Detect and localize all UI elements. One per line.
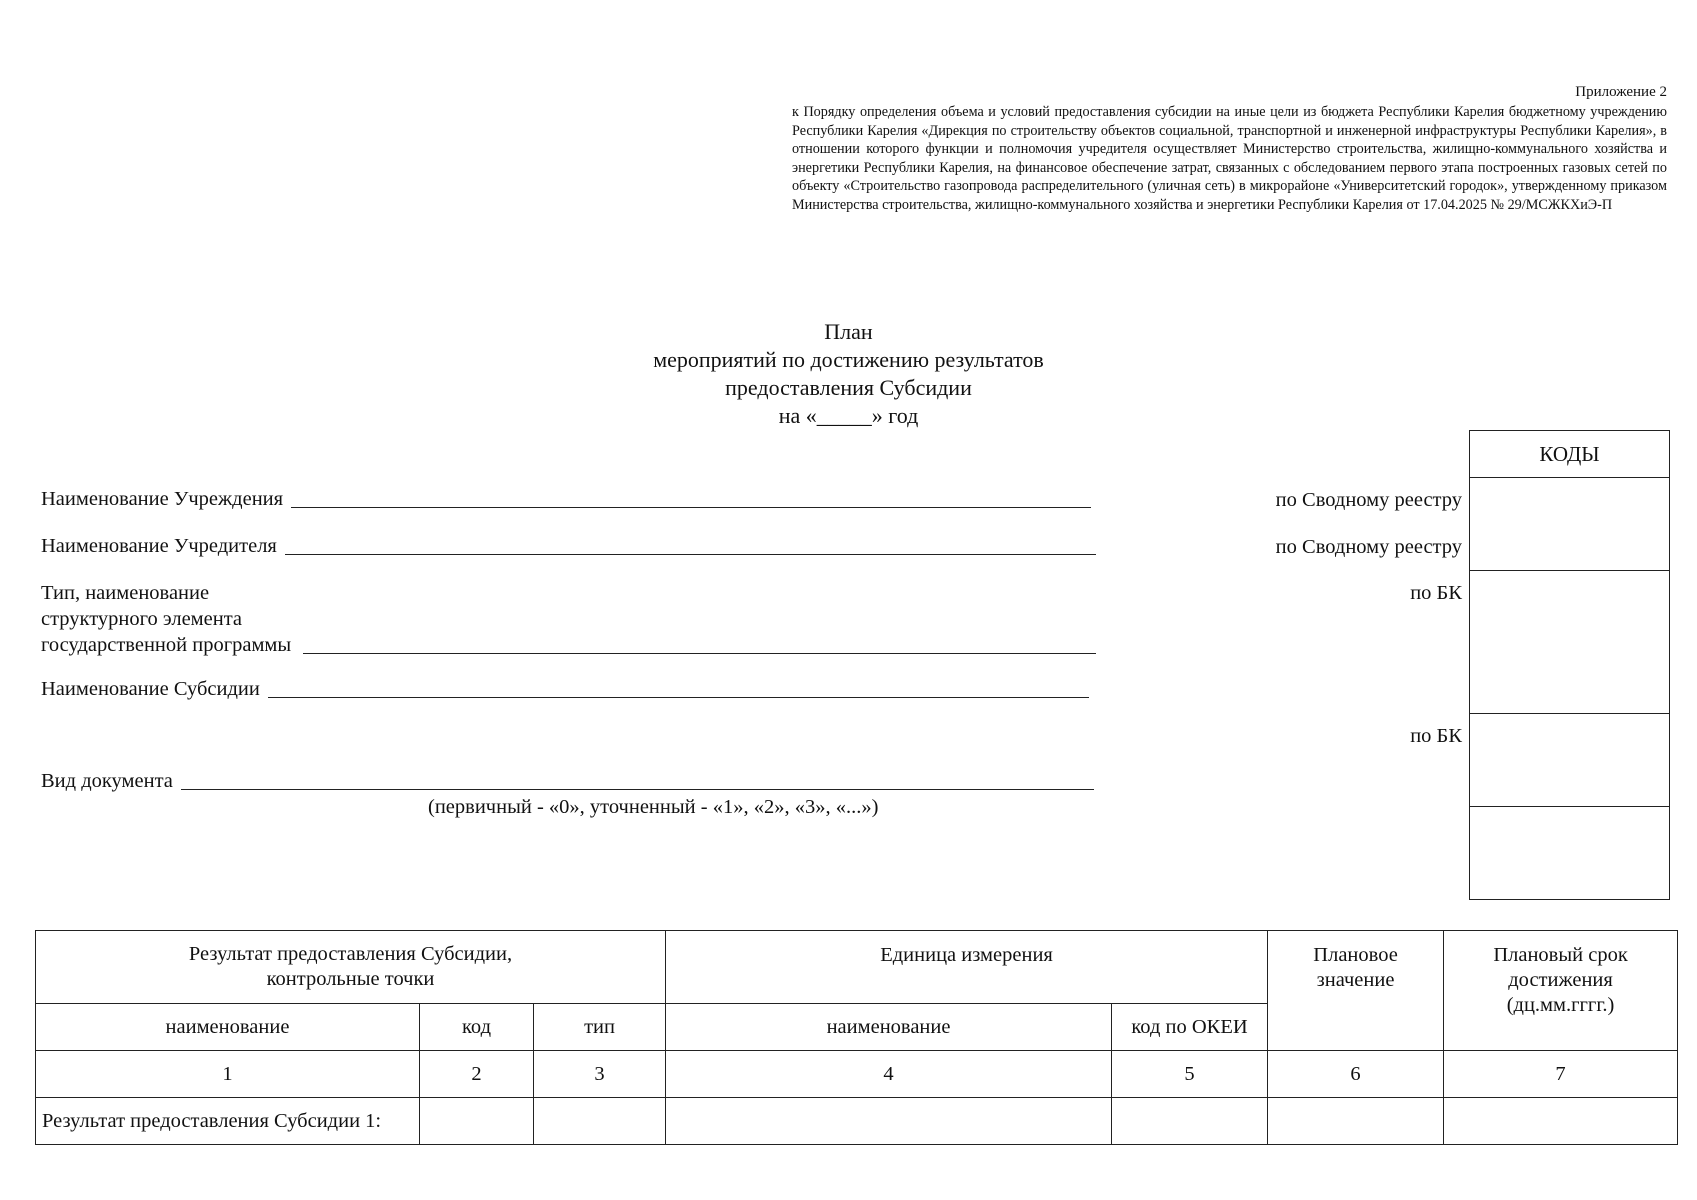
title-line-1: План	[824, 319, 873, 344]
row1-plan-value-cell[interactable]	[1268, 1098, 1444, 1145]
program-label-line-2: структурного элемента	[41, 608, 243, 630]
row1-unit-name-cell[interactable]	[666, 1098, 1112, 1145]
appendix-text: к Порядку определения объема и условий предоставления субсидии на иные цели из бюджета Республики Карелия бюджетному учреждению Республики Карелия «Дирекция по строительству объектов социальной, транспортной и инженерной инфраструктуры Республики Карелия», в отношении которого функции и полномочия учредителя осуществляет Министерство строительства, жилищно-коммунального хозяйства и энергетики Республики Карелия, на финансовое обеспечение затрат, связанных с обследованием первого этапа построенных газовых сетей по объекту «Строительство газопровода распределительного (уличная сеть) в микрорайоне «Университетский городок», утвержденному приказом Министерства строительства, жилищно-коммунального хозяйства и энергетики Республики Карелия от 17.04.2025 № 29/МСЖКХиЭ-П	[792, 104, 1667, 213]
results-table	[35, 930, 1678, 1145]
plan-date-header-cell	[1444, 931, 1678, 1051]
plan-value-line-1: Плановое	[1313, 944, 1398, 966]
program-label	[41, 580, 291, 658]
institution-label: Наименование Учреждения	[41, 488, 284, 510]
founder-label: Наименование Учредителя	[41, 535, 277, 557]
plan-value-header-cell	[1268, 931, 1444, 1051]
table-row	[36, 1098, 1678, 1145]
code-cell-registry-2[interactable]	[1470, 571, 1669, 714]
col-number-3: 3	[534, 1051, 666, 1098]
doc-type-hint: (первичный - «0», уточненный - «1», «2», «3», «...»)	[428, 796, 879, 818]
code-label-bk-1: по БК	[1410, 582, 1462, 604]
subsidy-input-line[interactable]	[268, 696, 1089, 698]
doc-type-field	[41, 768, 1094, 794]
program-label-line-3: государственной программы	[41, 634, 292, 656]
table-header-row	[36, 931, 1678, 1004]
result-header-cell	[36, 931, 666, 1004]
founder-input-line[interactable]	[285, 553, 1096, 555]
row1-type-cell[interactable]	[534, 1098, 666, 1145]
sub-okei-cell: код по ОКЕИ	[1112, 1004, 1268, 1051]
sub-code-cell: код	[420, 1004, 534, 1051]
code-label-registry-1: по Сводному реестру	[1275, 489, 1462, 511]
sub-type-cell: тип	[534, 1004, 666, 1051]
sub-unit-name-cell: наименование	[666, 1004, 1112, 1051]
founder-field	[41, 533, 1096, 559]
institution-input-line[interactable]	[291, 506, 1091, 508]
title-line-4: на «_____» год	[778, 403, 919, 428]
doc-type-label: Вид документа	[41, 770, 173, 792]
sub-name-cell: наименование	[36, 1004, 420, 1051]
col-number-1: 1	[36, 1051, 420, 1098]
result-header-line-1: Результат предоставления Субсидии,	[188, 943, 513, 965]
col-number-6: 6	[1268, 1051, 1444, 1098]
code-label-registry-2: по Сводному реестру	[1275, 536, 1462, 558]
doc-type-input-line[interactable]	[181, 788, 1094, 790]
col-number-7: 7	[1444, 1051, 1678, 1098]
program-field	[41, 580, 1096, 658]
plan-date-line-1: Плановый срок	[1493, 944, 1628, 966]
code-cell-bk-2[interactable]	[1470, 807, 1669, 900]
code-cell-registry-1[interactable]	[1470, 478, 1669, 571]
title-line-3: предоставления Субсидии	[725, 375, 972, 400]
plan-date-line-3: (дц.мм.гггг.)	[1506, 994, 1615, 1016]
program-label-line-1: Тип, наименование	[41, 582, 210, 604]
subsidy-field	[41, 676, 1089, 702]
code-label-bk-2: по БК	[1410, 725, 1462, 747]
plan-value-line-2: значение	[1316, 969, 1395, 991]
appendix-label: Приложение 2	[1575, 84, 1667, 100]
program-input-line[interactable]	[303, 652, 1096, 654]
row1-code-cell[interactable]	[420, 1098, 534, 1145]
result-header-line-2: контрольные точки	[266, 968, 435, 990]
row1-okei-cell[interactable]	[1112, 1098, 1268, 1145]
column-number-row	[36, 1051, 1678, 1098]
col-number-2: 2	[420, 1051, 534, 1098]
unit-header: Единица измерения	[880, 944, 1053, 966]
codes-box	[1469, 430, 1670, 900]
row1-label-cell: Результат предоставления Субсидии 1:	[36, 1098, 420, 1145]
plan-date-line-2: достижения	[1508, 969, 1613, 991]
row1-plan-date-cell[interactable]	[1444, 1098, 1678, 1145]
institution-field	[41, 486, 1091, 512]
codes-header: КОДЫ	[1470, 431, 1669, 478]
title-line-2: мероприятий по достижению результатов	[653, 347, 1044, 372]
col-number-5: 5	[1112, 1051, 1268, 1098]
code-cell-bk-1[interactable]	[1470, 714, 1669, 807]
col-number-4: 4	[666, 1051, 1112, 1098]
subsidy-label: Наименование Субсидии	[41, 678, 260, 700]
unit-header-cell	[666, 931, 1268, 1004]
document-title	[0, 318, 1697, 430]
